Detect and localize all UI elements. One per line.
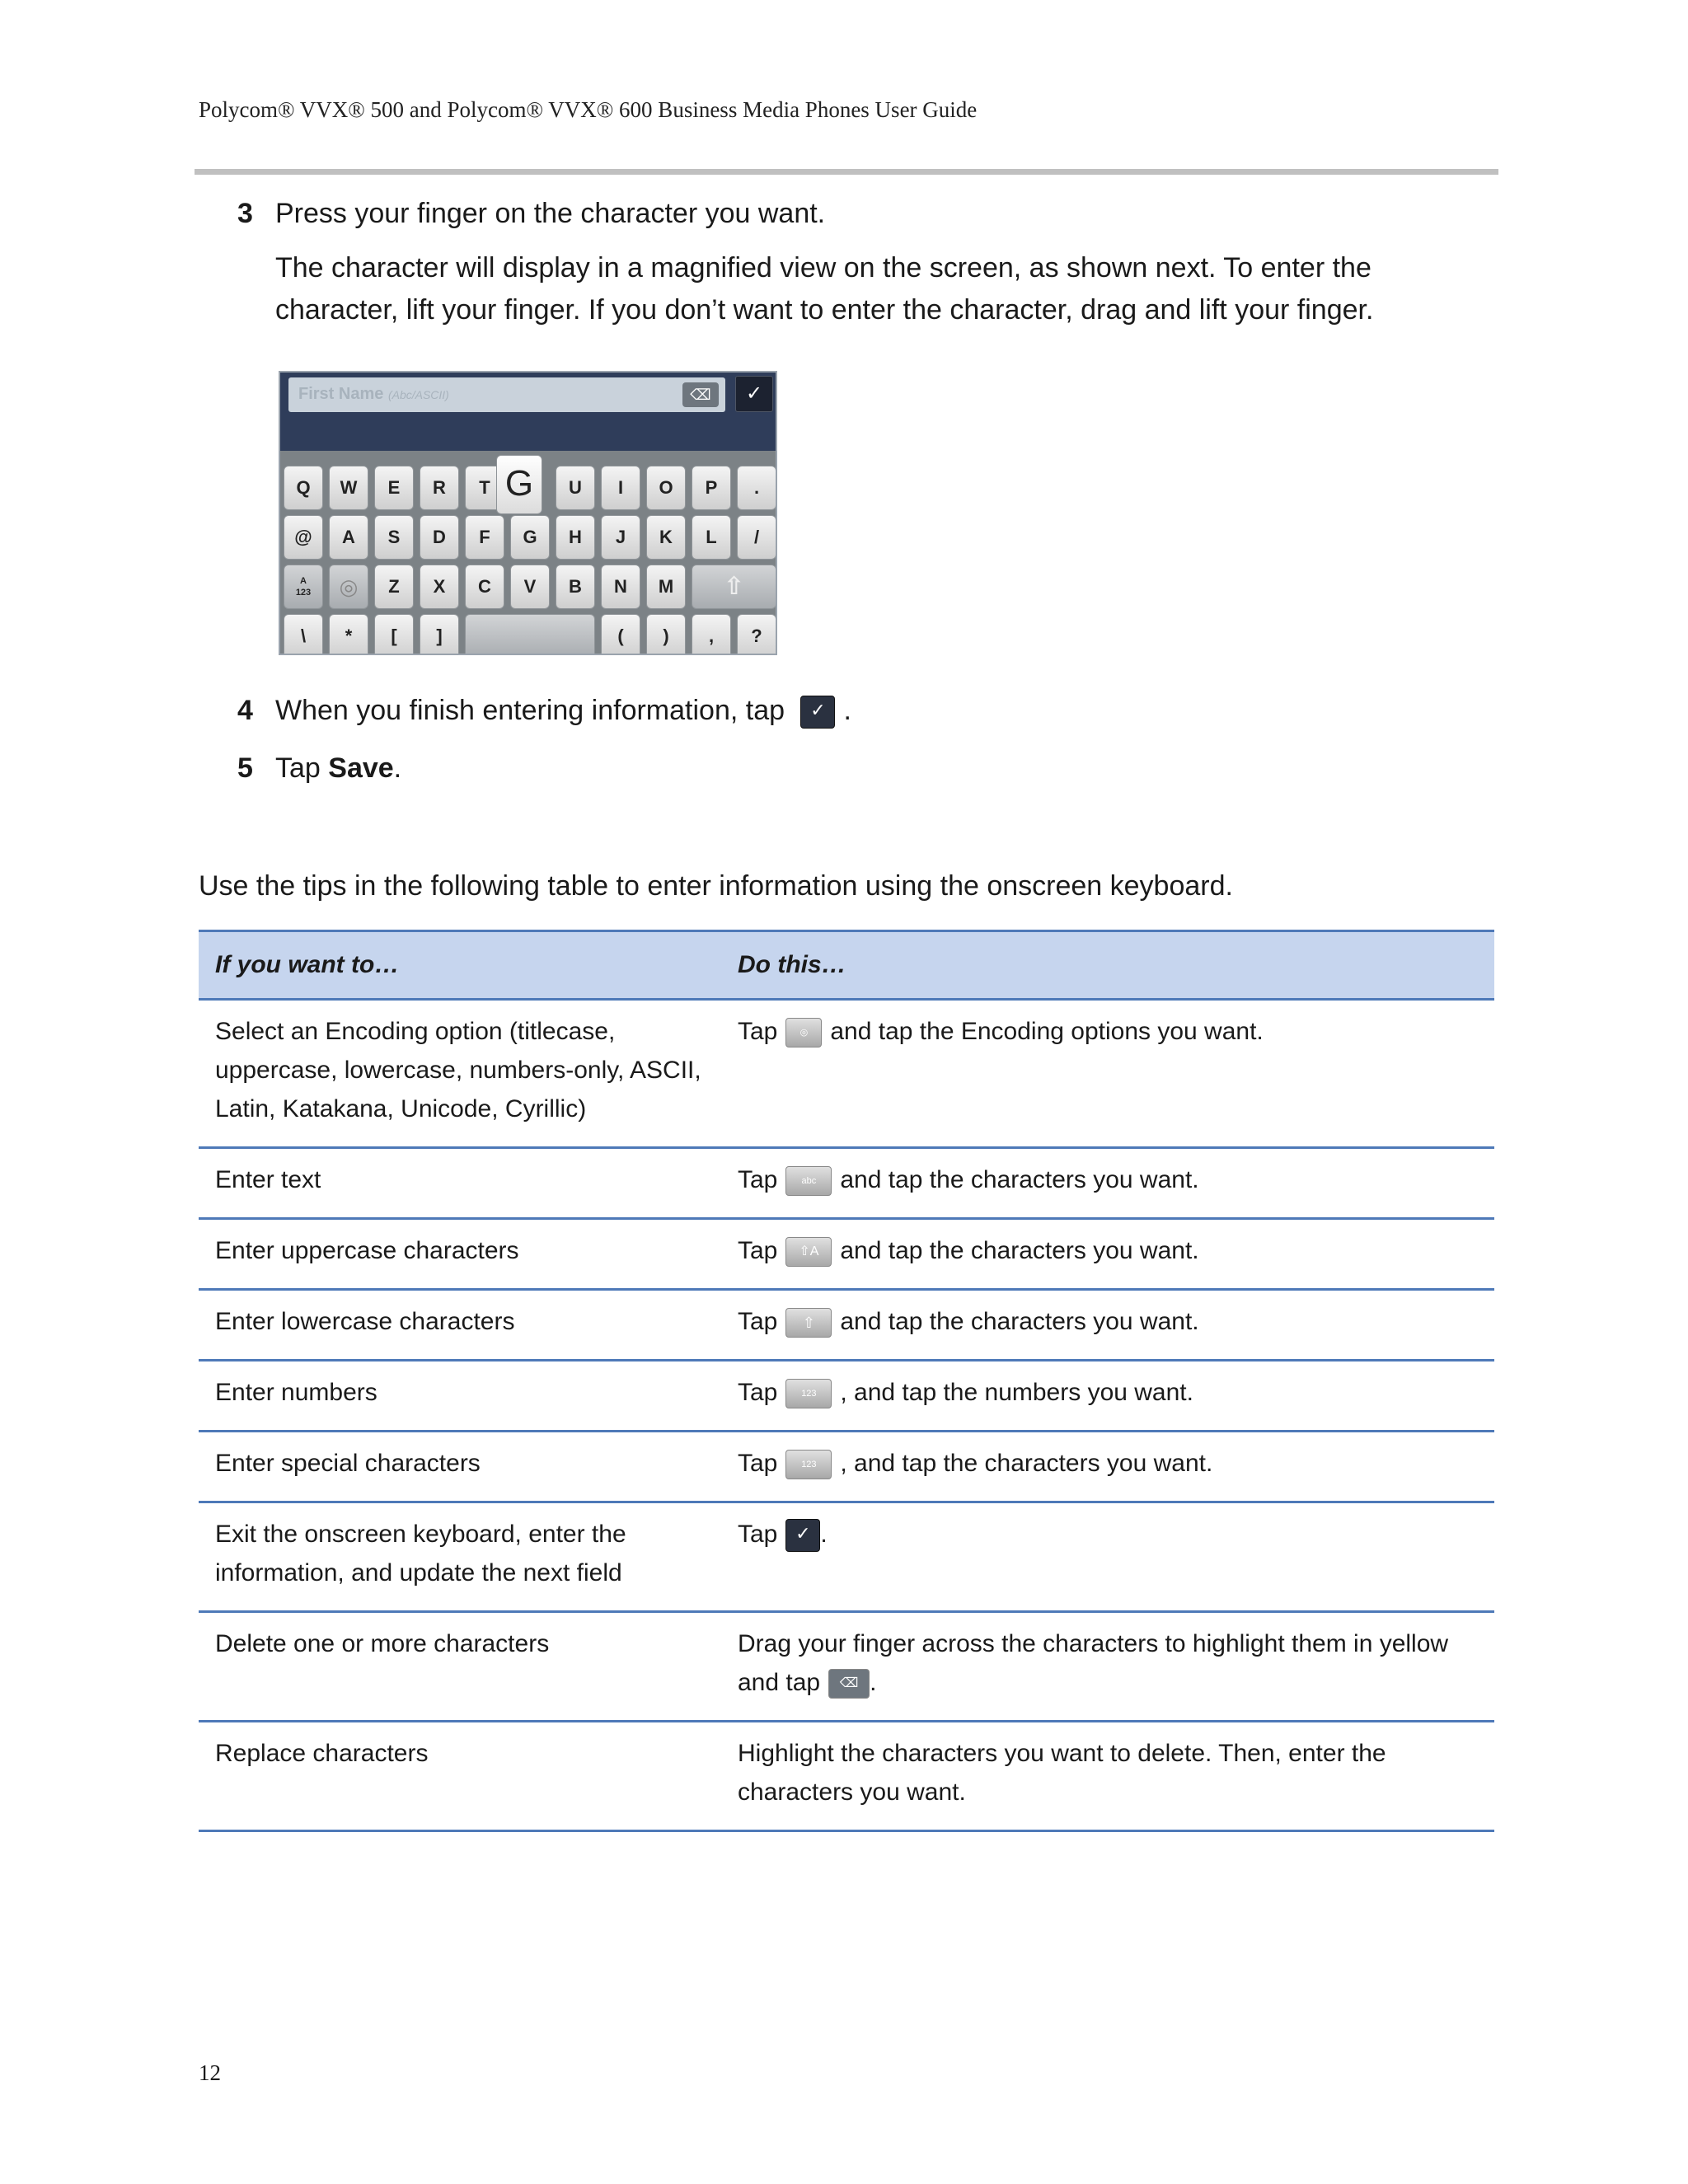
key: M [646, 565, 686, 609]
key: W [329, 466, 368, 510]
key: R [420, 466, 459, 510]
key: V [510, 565, 550, 609]
do-cell: Tap ✓ . [721, 1502, 1494, 1612]
key: * [329, 614, 368, 655]
key: F [465, 515, 504, 560]
field-placeholder: First Name (Abc/ASCII) [298, 385, 449, 403]
want-cell: Enter lowercase characters [199, 1290, 721, 1361]
header-divider [195, 169, 1498, 175]
numbers-key-icon: 123 [785, 1379, 832, 1408]
key: C [465, 565, 504, 609]
key: L [692, 515, 731, 560]
abc-key-icon: abc [785, 1166, 832, 1196]
step-3-paragraph: The character will display in a magnified view on the screen, as shown next. To enter the character, lift your finger. If you don’t want to enter the character, drag and lift your finger. [275, 252, 1374, 326]
step-number: 5 [237, 752, 253, 784]
key: N [601, 565, 640, 609]
shift-lowercase-icon: ⇧ [785, 1308, 832, 1338]
key: U [556, 466, 595, 510]
key: T [465, 466, 504, 510]
key: ) [646, 614, 686, 655]
backspace-icon: ⌫ [828, 1669, 870, 1699]
key: A [329, 515, 368, 560]
step-number: 4 [237, 695, 253, 726]
want-cell: Exit the onscreen keyboard, enter the information, and update the next field [199, 1502, 721, 1612]
keyboard-tips-table [199, 930, 1494, 1832]
checkmark-icon: ✓ [800, 696, 835, 729]
key: P [692, 466, 731, 510]
table-row [199, 1432, 1494, 1502]
key: [ [374, 614, 414, 655]
shift-uppercase-icon: ⇧A [785, 1237, 832, 1267]
key: ( [601, 614, 640, 655]
step-text: Press your finger on the character you want. [275, 198, 826, 229]
key: J [601, 515, 640, 560]
table-row [199, 1148, 1494, 1219]
first-name-field [288, 377, 725, 412]
key: H [556, 515, 595, 560]
table-row [199, 1000, 1494, 1148]
key: I [601, 466, 640, 510]
numbers-key-icon: 123 [785, 1450, 832, 1479]
want-cell: Enter special characters [199, 1432, 721, 1502]
want-cell: Enter text [199, 1148, 721, 1219]
table-intro: Use the tips in the following table to enter information using the onscreen keyboard. [199, 870, 1233, 902]
want-cell: Enter uppercase characters [199, 1219, 721, 1290]
do-cell: Tap abc and tap the characters you want. [721, 1148, 1494, 1219]
onscreen-keyboard-image [279, 371, 777, 655]
key: @ [284, 515, 323, 560]
key: ? [737, 614, 776, 655]
table-row [199, 1612, 1494, 1722]
globe-icon: ◎ [329, 565, 368, 609]
table-row [199, 1219, 1494, 1290]
save-label: Save [328, 752, 394, 784]
field-hint: (Abc/ASCII) [387, 388, 449, 401]
space-bar [465, 614, 595, 655]
want-cell: Enter numbers [199, 1361, 721, 1432]
do-cell: Tap 123 , and tap the numbers you want. [721, 1361, 1494, 1432]
do-cell: Tap 123 , and tap the characters you want. [721, 1432, 1494, 1502]
checkmark-icon: ✓ [785, 1519, 820, 1552]
key: E [374, 466, 414, 510]
column-header: Do this… [721, 931, 1494, 1000]
table-header-row [199, 931, 1494, 1000]
want-cell: Select an Encoding option (titlecase, uppercase, lowercase, numbers-only, ASCII, Latin, Katakana, Unicode, Cyrillic) [199, 1000, 721, 1148]
key: S [374, 515, 414, 560]
key: / [737, 515, 776, 560]
table-row [199, 1502, 1494, 1612]
key: G [510, 515, 550, 560]
step-number: 3 [237, 198, 253, 229]
table-row [199, 1722, 1494, 1831]
key: ] [420, 614, 459, 655]
key: . [737, 466, 776, 510]
key: K [646, 515, 686, 560]
checkmark-icon: ✓ [735, 376, 773, 412]
page-number: 12 [199, 2060, 221, 2085]
want-cell: Delete one or more characters [199, 1612, 721, 1722]
key: Q [284, 466, 323, 510]
column-header: If you want to… [199, 931, 721, 1000]
step-text: Tap Save. [275, 752, 402, 784]
do-cell: Tap ◎ and tap the Encoding options you want. [721, 1000, 1494, 1148]
want-cell: Replace characters [199, 1722, 721, 1831]
backspace-icon: ⌫ [682, 382, 719, 407]
globe-icon: ◎ [785, 1018, 822, 1047]
key: , [692, 614, 731, 655]
do-cell: Highlight the characters you want to delete. Then, enter the characters you want. [721, 1722, 1494, 1831]
do-cell: Tap ⇧A and tap the characters you want. [721, 1219, 1494, 1290]
do-cell: Tap ⇧ and tap the characters you want. [721, 1290, 1494, 1361]
do-cell: Drag your finger across the characters to highlight them in yellow and tap ⌫ . [721, 1612, 1494, 1722]
table-row [199, 1290, 1494, 1361]
key: Z [374, 565, 414, 609]
key: X [420, 565, 459, 609]
key: \ [284, 614, 323, 655]
step-text: When you finish entering information, tap ✓ . [275, 695, 851, 729]
shift-icon: ⇧ [692, 565, 776, 609]
numbers-key-icon: A 123 [284, 565, 323, 609]
key: B [556, 565, 595, 609]
running-header: Polycom® VVX® 500 and Polycom® VVX® 600 Business Media Phones User Guide [199, 97, 978, 122]
magnified-key: G [496, 455, 542, 514]
key: O [646, 466, 686, 510]
key: D [420, 515, 459, 560]
table-row [199, 1361, 1494, 1432]
